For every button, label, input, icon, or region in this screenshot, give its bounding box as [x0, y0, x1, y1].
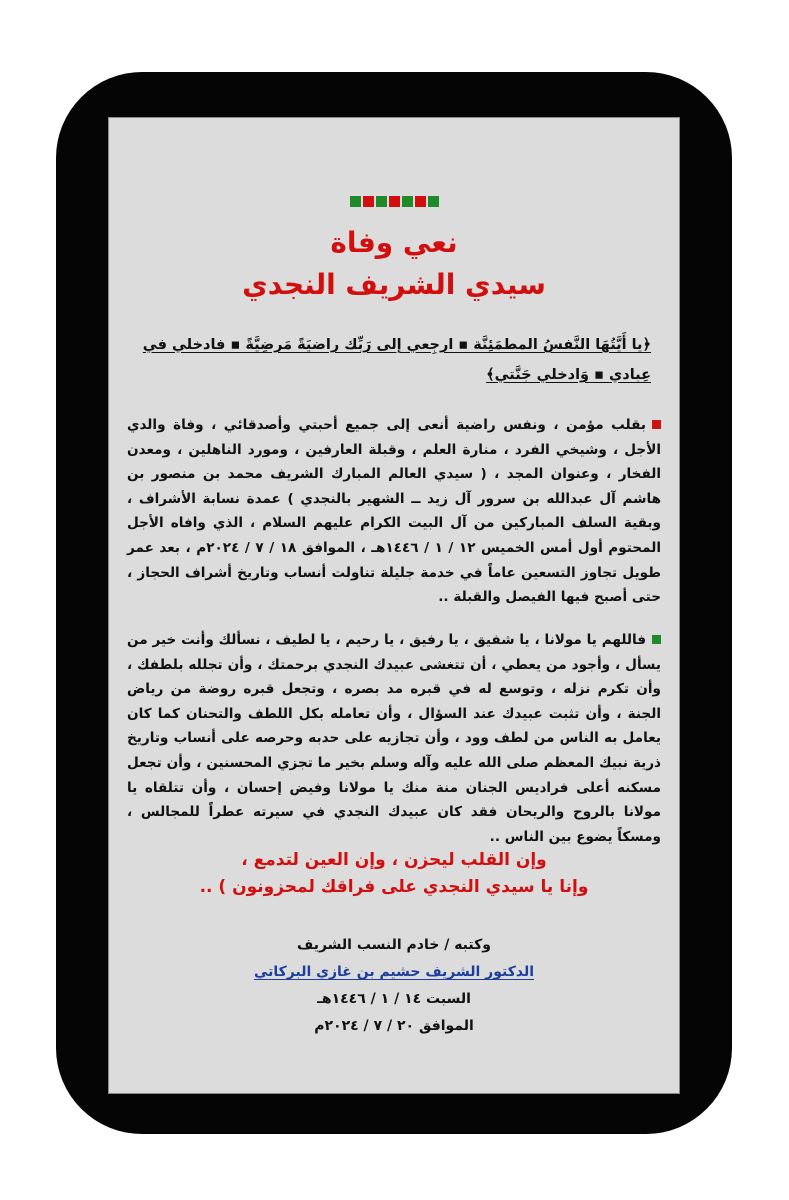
paragraph-1-text: بقلب مؤمن ، ونفس راضية أنعى إلى جميع أحبتي وأصدقائي ، وفاة والدي الأجل ، وشيخي الفرد ، منارة العلم ، وقبلة العارفين ، ومورد الناهلين ، ومعدن الفخار ، وعنوان المجد ، ( سيدي العالم المبارك الشريف محمد بن منصور بن هاشم آل عبدالله بن سرور آل زيد ــ الشهير بالنجدي ) عمدة نسابة الأشراف ، وبقية السلف المباركين من آل البيت الكرام عليهم السلام ، الذي وافاه الأجل المحتوم أول أمس الخميس ١٢ / ١ / ١٤٤٦هـ ، الموافق ١٨ / ٧ / ٢٠٢٤م ، بعد عمر طويل تجاوز التسعين عاماً في خدمة جليلة تناولت أنساب وتاريخ أشراف الحجاز ، حتى أصبح فيها الفيصل والقبلة .. — [127, 417, 661, 606]
paragraph-2-text: فاللهم يا مولانا ، يا شفيق ، يا رفيق ، يا رحيم ، يا لطيف ، نسألك وأنت خير من يسأل ، وأجود من يعطي ، أن تتغشى عبيدك النجدي برحمتك ، وأن تجلله بلطفك ، وأن تكرم نزله ، وتوسع له في قبره مد بصره ، وتجعل قبره روضة من رياض الجنة ، وأن تثبت عبيدك عند السؤال ، وأن تعامله بكل اللطف والتحنان كما كان يعامل به الناس من لطف وود ، وأن تجازيه على حدبه وحرصه على أنساب وتاريخ ذرية نبيك المعظم صلى الله عليه وآله وسلم بخير ما تجزي المحسنين ، وأن تجعل مسكنه أعلى فراديس الجنان منة منك يا مولانا وفيض إحسان ، وأن تتلقاه يا مولانا بالروح والريحان فقد كان عبيدك النجدي في سيرته عطراً للمجالس ، ومسكاً يضوع بين الناس .. — [127, 632, 661, 845]
red-bullet-icon — [652, 420, 661, 429]
author-name: الدكتور الشريف حشيم بن غازي البركاتي — [253, 964, 535, 980]
ornament-square — [415, 196, 426, 207]
ornament-squares — [109, 196, 679, 207]
closing-line-2: وإنا يا سيدي النجدي على فراقك لمحزونون ) .. — [199, 877, 589, 897]
quran-verse — [137, 330, 651, 390]
hijri-date: السبت ١٤ / ١ / ١٤٤٦هـ — [317, 991, 471, 1007]
paragraph-announcement — [127, 413, 661, 610]
obituary-card — [108, 117, 680, 1094]
ornament-square — [350, 196, 361, 207]
verse-line-1: ﴿يا أَيَّتُهَا النَّفسُ المطمَئِنَّة ▪ ارجِعي إلى رَبِّك راضيَةً مَرضِيَّةً ▪ فادخلي في — [142, 337, 651, 353]
ornament-square — [428, 196, 439, 207]
ornament-square — [402, 196, 413, 207]
closing-line-1: وإن القلب ليحزن ، وإن العين لتدمع ، — [241, 850, 547, 870]
written-by-line: وكتبه / خادم النسب الشريف — [297, 937, 491, 953]
verse-line-2: عِبادي ▪ وَادخلي جَنَّتي﴾ — [486, 367, 651, 383]
paragraph-prayer — [127, 628, 661, 849]
ornament-square — [389, 196, 400, 207]
ornament-square — [376, 196, 387, 207]
title-line-1: نعي وفاة — [330, 226, 458, 259]
gregorian-date: الموافق ٢٠ / ٧ / ٢٠٢٤م — [314, 1018, 474, 1034]
title-line-2: سيدي الشريف النجدي — [242, 268, 546, 301]
author-name-wrap — [109, 959, 679, 986]
green-bullet-icon — [652, 635, 661, 644]
ornament-square — [363, 196, 374, 207]
